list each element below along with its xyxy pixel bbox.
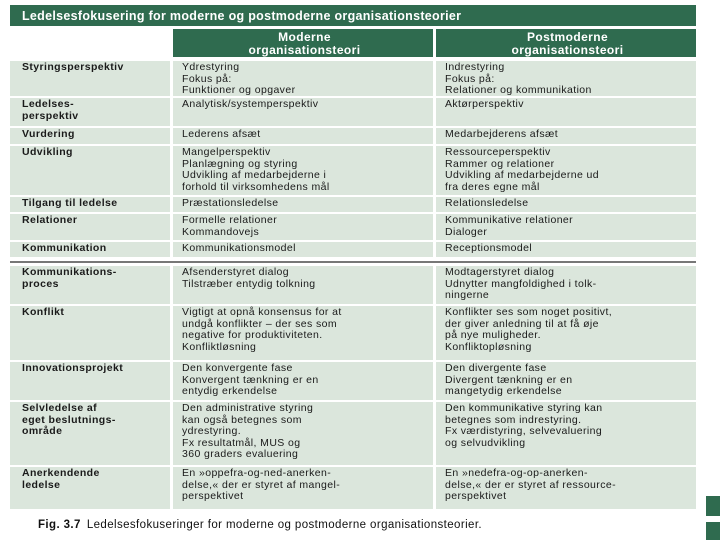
column-headers (10, 27, 696, 57)
row-label: Tilgang til ledelse (10, 195, 170, 212)
cell-postmodern: En »nedefra-og-op-anerken- delse,« der er styret af ressource- perspektivet (433, 465, 696, 509)
cell-modern: Præstationsledelse (170, 195, 433, 212)
header-blank (10, 27, 170, 57)
row-label: Udvikling (10, 144, 170, 195)
cell-modern: Ydrestyring Fokus på: Funktioner og opgaver (170, 59, 433, 96)
header-postmodern: Postmoderne organisationsteori (433, 27, 696, 57)
cell-postmodern: Receptionsmodel (433, 240, 696, 257)
row-label: Anerkendende ledelse (10, 465, 170, 509)
row-label: Ledelses- perspektiv (10, 96, 170, 126)
cell-postmodern: Konflikter ses som noget positivt, der giver anledning til at få øje på nye muligheder. Konfliktopløsning (433, 304, 696, 360)
cell-postmodern: Ressourceperspektiv Rammer og relationer Udvikling af medarbejderne ud fra deres egne mål (433, 144, 696, 195)
cell-postmodern: Relationsledelse (433, 195, 696, 212)
cell-modern: Afsenderstyret dialog Tilstræber entydig tolkning (170, 264, 433, 304)
cell-modern: Vigtigt at opnå konsensus for at undgå konflikter – der ses som negative for produktiviteten. Konfliktløsning (170, 304, 433, 360)
table-lower (10, 264, 696, 509)
figure-caption-text: Ledelsesfokuseringer for moderne og postmoderne organisationsteorier. (86, 519, 483, 531)
row-label: Styringsperspektiv (10, 59, 170, 96)
cell-postmodern: Den kommunikative styring kan betegnes som indrestyring. Fx værdistyring, selvevaluering og selvudvikling (433, 400, 696, 465)
figure-caption (38, 519, 688, 531)
table-upper (10, 59, 696, 257)
row-label: Relationer (10, 212, 170, 240)
cell-postmodern: Aktørperspektiv (433, 96, 696, 126)
cell-modern: Kommunikationsmodel (170, 240, 433, 257)
cell-modern: Den konvergente fase Konvergent tænkning er en entydig erkendelse (170, 360, 433, 400)
row-label: Vurdering (10, 126, 170, 144)
table-title: Ledelsesfokusering for moderne og postmoderne organisationsteorier (10, 5, 696, 26)
row-label: Innovationsprojekt (10, 360, 170, 400)
cell-postmodern: Kommunikative relationer Dialoger (433, 212, 696, 240)
cell-postmodern: Indrestyring Fokus på: Relationer og kommunikation (433, 59, 696, 96)
cell-modern: Lederens afsæt (170, 126, 433, 144)
row-label: Kommunikations- proces (10, 264, 170, 304)
cell-postmodern: Medarbejderens afsæt (433, 126, 696, 144)
cell-postmodern: Modtagerstyret dialog Udnytter mangfoldighed i tolk- ningerne (433, 264, 696, 304)
figure-page (10, 5, 696, 540)
cell-modern: Formelle relationer Kommandovejs (170, 212, 433, 240)
row-label: Konflikt (10, 304, 170, 360)
cell-postmodern: Den divergente fase Divergent tænkning er en mangetydig erkendelse (433, 360, 696, 400)
header-modern: Moderne organisationsteori (170, 27, 433, 57)
figure-number: Fig. 3.7 (38, 519, 81, 531)
section-divider (10, 261, 696, 263)
cell-modern: Mangelperspektiv Planlægning og styring Udvikling af medarbejderne i forhold til virksomhedens mål (170, 144, 433, 195)
row-label: Selvledelse af eget beslutnings- område (10, 400, 170, 465)
slide-edge-marker (706, 496, 720, 516)
cell-modern: En »oppefra-og-ned-anerken- delse,« der er styret af mangel- perspektivet (170, 465, 433, 509)
cell-modern: Den administrative styring kan også betegnes som ydrestyring. Fx resultatmål, MUS og 360 graders evaluering (170, 400, 433, 465)
cell-modern: Analytisk/systemperspektiv (170, 96, 433, 126)
row-label: Kommunikation (10, 240, 170, 257)
slide-edge-marker (706, 522, 720, 540)
